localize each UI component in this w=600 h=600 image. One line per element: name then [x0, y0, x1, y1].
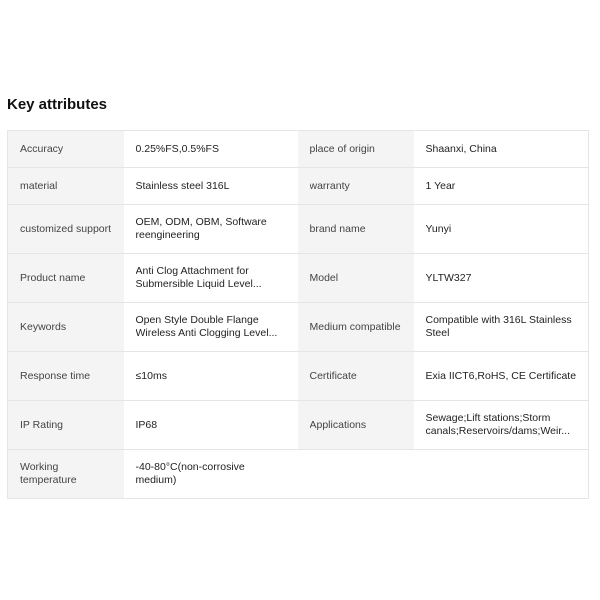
- attribute-value-ip-rating: IP68: [124, 401, 298, 450]
- attribute-label-customized-support: customized support: [8, 205, 124, 254]
- attribute-value-certificate: Exia IICT6,RoHS, CE Certificate: [414, 352, 589, 401]
- table-row: [8, 401, 589, 450]
- empty-cell: [298, 450, 414, 499]
- table-row: [8, 303, 589, 352]
- table-row: [8, 352, 589, 401]
- attribute-value-product-name: Anti Clog Attachment for Submersible Liquid Level...: [124, 254, 298, 303]
- attribute-label-place-of-origin: place of origin: [298, 131, 414, 168]
- table-row: [8, 131, 589, 168]
- attribute-label-accuracy: Accuracy: [8, 131, 124, 168]
- key-attributes-heading: Key attributes: [7, 96, 108, 113]
- attribute-value-customized-support: OEM, ODM, OBM, Software reengineering: [124, 205, 298, 254]
- attribute-label-response-time: Response time: [8, 352, 124, 401]
- attribute-label-brand-name: brand name: [298, 205, 414, 254]
- attribute-label-model: Model: [298, 254, 414, 303]
- attribute-value-place-of-origin: Shaanxi, China: [414, 131, 589, 168]
- attribute-label-material: material: [8, 168, 124, 205]
- table-row: [8, 205, 589, 254]
- attribute-label-product-name: Product name: [8, 254, 124, 303]
- empty-cell: [414, 450, 589, 499]
- attribute-value-applications: Sewage;Lift stations;Storm canals;Reservoirs/dams;Weir...: [414, 401, 589, 450]
- attribute-label-keywords: Keywords: [8, 303, 124, 352]
- attribute-label-warranty: warranty: [298, 168, 414, 205]
- attribute-label-medium-compatible: Medium compatible: [298, 303, 414, 352]
- attribute-value-brand-name: Yunyi: [414, 205, 589, 254]
- attribute-value-response-time: ≤10ms: [124, 352, 298, 401]
- table-row: [8, 450, 589, 499]
- attribute-value-model: YLTW327: [414, 254, 589, 303]
- table-row: [8, 254, 589, 303]
- key-attributes-table: [7, 130, 589, 499]
- attribute-label-ip-rating: IP Rating: [8, 401, 124, 450]
- table-row: [8, 168, 589, 205]
- attribute-label-certificate: Certificate: [298, 352, 414, 401]
- attribute-value-material: Stainless steel 316L: [124, 168, 298, 205]
- attribute-value-keywords: Open Style Double Flange Wireless Anti Clogging Level...: [124, 303, 298, 352]
- attribute-value-warranty: 1 Year: [414, 168, 589, 205]
- attribute-label-working-temperature: Working temperature: [8, 450, 124, 499]
- attribute-value-medium-compatible: Compatible with 316L Stainless Steel: [414, 303, 589, 352]
- attribute-label-applications: Applications: [298, 401, 414, 450]
- attribute-value-accuracy: 0.25%FS,0.5%FS: [124, 131, 298, 168]
- attribute-value-working-temperature: -40-80°C(non-corrosive medium): [124, 450, 298, 499]
